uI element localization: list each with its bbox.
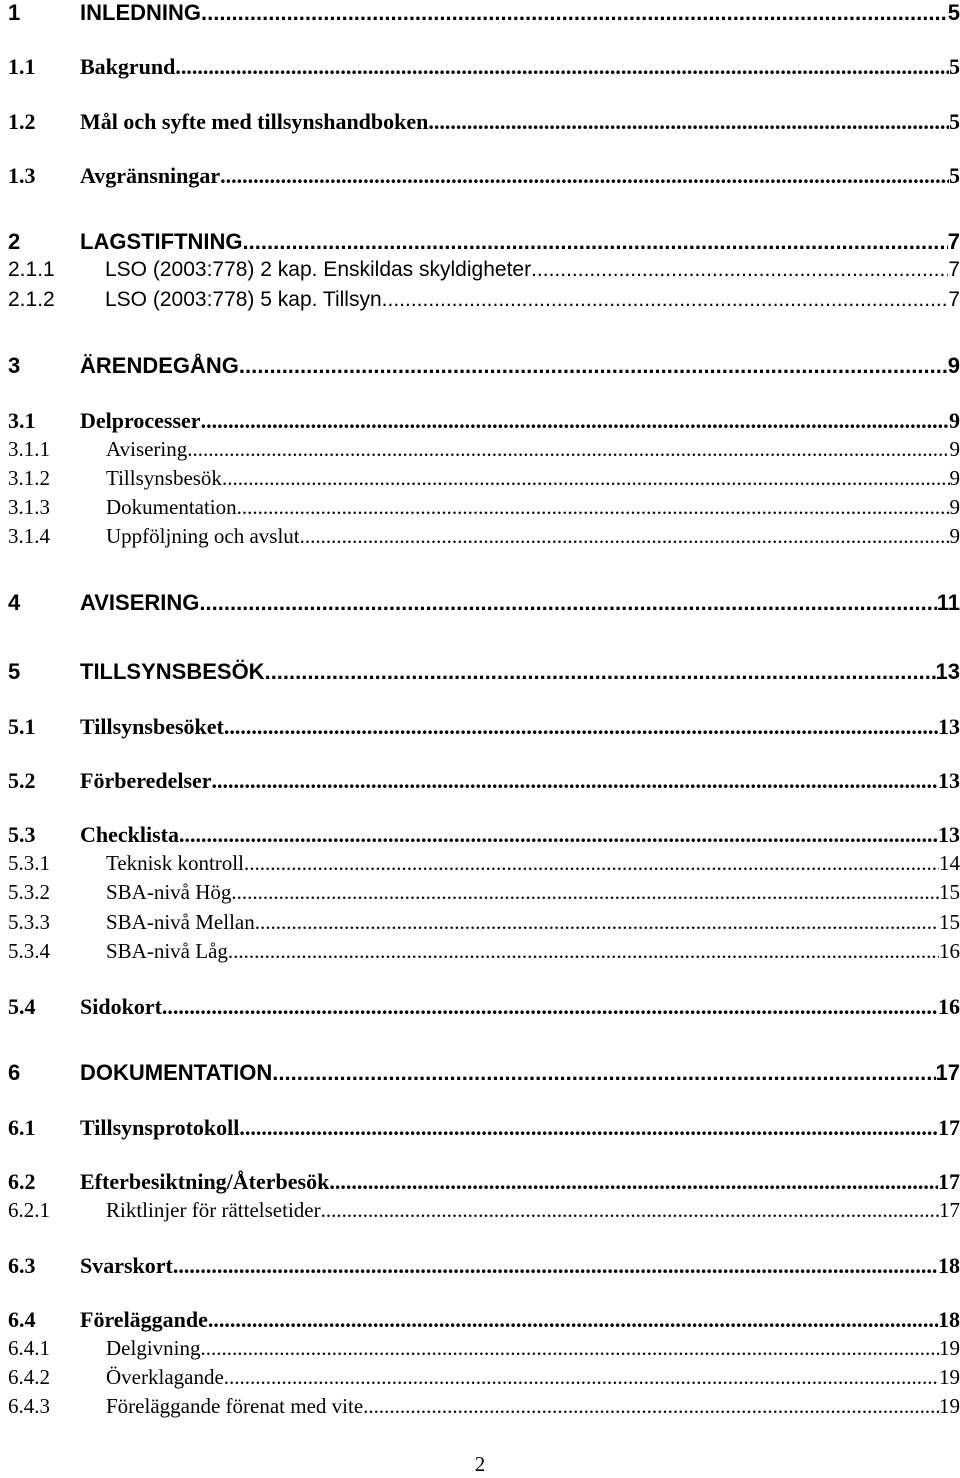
dot-leader: [201, 0, 948, 26]
toc-page: 17: [938, 1115, 960, 1140]
toc-page: 9: [949, 437, 960, 461]
toc-title: Checklista: [80, 822, 179, 847]
toc-page: 19: [939, 1336, 960, 1360]
toc-title: Svarskort: [80, 1253, 173, 1278]
toc-page: 19: [939, 1365, 960, 1389]
toc-title: Föreläggande: [80, 1307, 208, 1332]
toc-title: Tillsynsbesök: [106, 466, 222, 490]
toc-title: Riktlinjer för rättelsetider: [106, 1198, 321, 1222]
toc-number: 6.3: [8, 1253, 36, 1278]
toc-number: 2.1.2: [8, 288, 55, 311]
toc-page: 15: [939, 880, 960, 904]
toc-entry-5-3-4[interactable]: [8, 939, 960, 973]
dot-leader: [428, 109, 949, 135]
toc-title: Förberedelser: [80, 768, 212, 793]
dot-leader: [239, 1115, 938, 1141]
dot-leader: [187, 437, 949, 462]
dot-leader: [243, 229, 948, 255]
dot-leader: [382, 288, 949, 312]
toc-entry-1-3[interactable]: [8, 163, 960, 197]
toc-entry-5[interactable]: [8, 659, 960, 693]
dot-leader: [239, 353, 948, 379]
toc-number: 5.3.2: [8, 880, 50, 904]
page-number-footer: 2: [474, 1452, 486, 1476]
toc-page: 18: [938, 1253, 960, 1278]
toc-number: 5.1: [8, 714, 36, 739]
dot-leader: [201, 1336, 940, 1361]
toc-number: 2: [8, 229, 21, 254]
dot-leader: [212, 768, 938, 794]
dot-leader: [208, 1307, 938, 1333]
toc-page: 13: [938, 822, 960, 847]
toc-page: 11: [936, 590, 960, 615]
toc-title: Dokumentation: [106, 495, 237, 519]
toc-page: 7: [948, 288, 960, 311]
toc-number: 1.1: [8, 54, 36, 79]
toc-number: 6.4.3: [8, 1394, 50, 1418]
dot-leader: [201, 408, 949, 434]
toc-page: 13: [938, 714, 960, 739]
toc-page: 19: [939, 1394, 960, 1418]
toc-title: INLEDNING: [80, 0, 201, 25]
toc-entry-3[interactable]: [8, 353, 960, 387]
toc-title: DOKUMENTATION: [80, 1060, 273, 1085]
dot-leader: [228, 939, 939, 964]
toc-page: 18: [938, 1307, 960, 1332]
dot-leader: [300, 524, 950, 549]
toc-entry-5-1[interactable]: [8, 714, 960, 748]
toc-number: 5.3.3: [8, 910, 50, 934]
toc-title: Tillsynsbesöket: [80, 714, 224, 739]
dot-leader: [199, 590, 936, 616]
toc-title: Avgränsningar: [80, 163, 221, 188]
toc-page: 9: [949, 408, 960, 433]
toc-title: Överklagande: [106, 1365, 224, 1389]
toc-page: 14: [939, 851, 960, 875]
dot-leader: [237, 495, 950, 520]
toc-title: Efterbesiktning/Återbesök: [80, 1169, 330, 1194]
dot-leader: [179, 822, 938, 848]
toc-number: 1.3: [8, 163, 36, 188]
dot-leader: [272, 1060, 935, 1086]
toc-number: 5.2: [8, 768, 36, 793]
toc-number: 6.1: [8, 1115, 36, 1140]
dot-leader: [224, 714, 938, 740]
toc-page: 13: [935, 659, 960, 684]
toc-entry-5-2[interactable]: [8, 768, 960, 802]
toc-number: 3.1.4: [8, 524, 50, 548]
toc-page: 17: [935, 1060, 960, 1085]
toc-title: ÄRENDEGÅNG: [80, 353, 239, 378]
toc-entry-1[interactable]: [8, 0, 960, 34]
toc-title: Uppföljning och avslut: [106, 524, 300, 548]
dot-leader: [255, 910, 939, 935]
dot-leader: [222, 466, 950, 491]
toc-title: LSO (2003:778) 5 kap. Tillsyn: [105, 288, 382, 311]
toc-number: 5.3.1: [8, 851, 50, 875]
toc-page: 13: [938, 768, 960, 793]
toc-number: 5.3.4: [8, 939, 50, 963]
toc-number: 3.1: [8, 408, 36, 433]
toc-page: 7: [948, 258, 960, 281]
toc-title: LAGSTIFTNING: [80, 229, 243, 254]
dot-leader: [224, 1365, 939, 1390]
toc-entry-1-1[interactable]: [8, 54, 960, 88]
toc-entry-5-4[interactable]: [8, 994, 960, 1028]
toc-title: Delgivning: [106, 1336, 201, 1360]
toc-number: 3: [8, 353, 21, 378]
toc-number: 1: [8, 0, 21, 25]
toc-page: 16: [939, 939, 960, 963]
toc-entry-1-2[interactable]: [8, 109, 960, 143]
toc-number: 4: [8, 590, 21, 615]
dot-leader: [220, 163, 949, 189]
dot-leader: [321, 1198, 939, 1223]
toc-entry-2-1-2[interactable]: [8, 288, 960, 322]
toc-page: 17: [938, 1169, 960, 1194]
dot-leader: [265, 659, 936, 685]
toc-number: 3.1.1: [8, 437, 50, 461]
toc-entry-3-1-4[interactable]: [8, 524, 960, 558]
toc-title: LSO (2003:778) 2 kap. Enskildas skyldigheter: [105, 258, 532, 281]
dot-leader: [175, 54, 949, 80]
toc-number: 6: [8, 1060, 21, 1085]
toc-entry-2-1-1[interactable]: [8, 258, 960, 292]
toc-number: 6.2.1: [8, 1198, 50, 1222]
dot-leader: [329, 1169, 938, 1195]
dot-leader: [363, 1394, 939, 1419]
toc-entry-6-2-1[interactable]: [8, 1198, 960, 1232]
toc-title: SBA-nivå Mellan: [106, 910, 255, 934]
toc-number: 3.1.2: [8, 466, 50, 490]
toc-entry-6[interactable]: [8, 1060, 960, 1094]
toc-entry-6-4-3[interactable]: [8, 1394, 960, 1428]
toc-title: Delprocesser: [80, 408, 201, 433]
toc-entry-5-3-2[interactable]: [8, 880, 960, 914]
dot-leader: [231, 880, 939, 905]
toc-title: AVISERING: [80, 590, 200, 615]
toc-number: 6.2: [8, 1169, 36, 1194]
dot-leader: [173, 1253, 938, 1279]
toc-page: 9: [947, 353, 960, 378]
dot-leader: [531, 258, 948, 282]
toc-title: Mål och syfte med tillsynshandboken: [80, 109, 429, 134]
toc-title: Bakgrund: [80, 54, 176, 79]
toc-title: SBA-nivå Låg: [106, 939, 228, 963]
toc-entry-4[interactable]: [8, 590, 960, 624]
toc-entry-6-1[interactable]: [8, 1115, 960, 1149]
toc-page: 9: [949, 524, 960, 548]
toc-number: 5: [8, 659, 21, 684]
toc-title: TILLSYNSBESÖK: [80, 659, 265, 684]
toc-number: 3.1.3: [8, 495, 50, 519]
dot-leader: [162, 994, 938, 1020]
toc-title: Teknisk kontroll: [106, 851, 244, 875]
toc-number: 2.1.1: [8, 258, 55, 281]
toc-number: 6.4.2: [8, 1365, 50, 1389]
toc-number: 1.2: [8, 109, 36, 134]
toc-page: 16: [938, 994, 960, 1019]
dot-leader: [244, 851, 939, 876]
toc-page: 15: [939, 910, 960, 934]
toc-title: Avisering: [106, 437, 188, 461]
toc-title: SBA-nivå Hög: [106, 880, 232, 904]
toc-page: 5: [949, 163, 960, 188]
toc-title: Föreläggande förenat med vite: [106, 1394, 364, 1418]
toc-page: 5: [949, 54, 960, 79]
toc-number: 5.3: [8, 822, 36, 847]
toc-page: 7: [947, 229, 960, 254]
toc-number: 6.4.1: [8, 1336, 50, 1360]
toc-page: 5: [947, 0, 960, 25]
toc-number: 6.4: [8, 1307, 36, 1332]
toc-number: 5.4: [8, 994, 36, 1019]
toc-page: 9: [949, 466, 960, 490]
toc-entry-6-3[interactable]: [8, 1253, 960, 1287]
toc-page: 5: [949, 109, 960, 134]
toc-title: Tillsynsprotokoll: [80, 1115, 240, 1140]
toc-page: 9: [949, 495, 960, 519]
toc-page: 17: [939, 1198, 960, 1222]
toc-title: Sidokort: [80, 994, 162, 1019]
